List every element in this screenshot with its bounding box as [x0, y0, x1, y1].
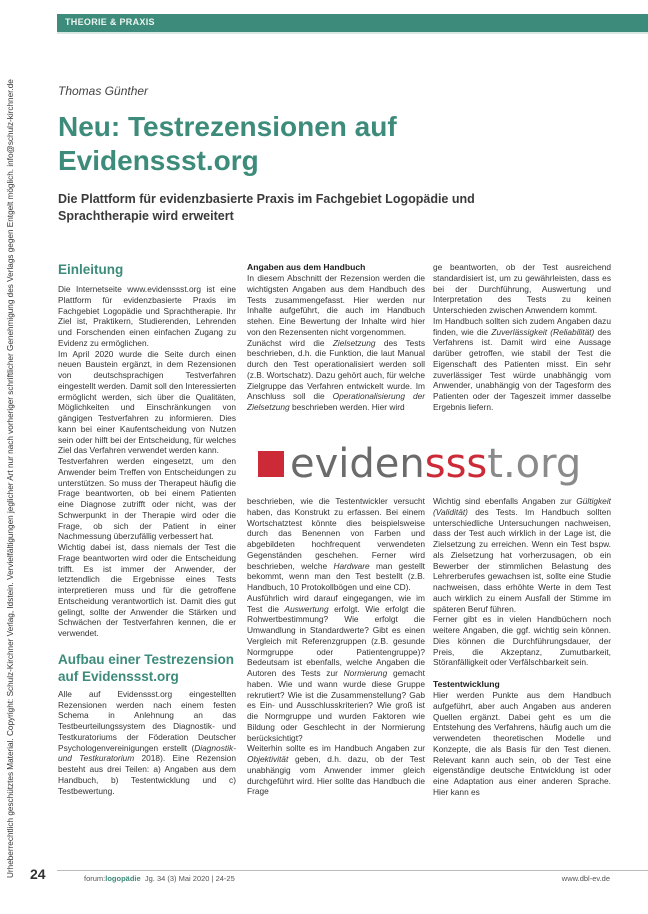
header-divider	[57, 32, 648, 34]
article-title: Neu: Testrezensionen auf Evidenssst.org	[58, 111, 397, 176]
paragraph: Wichtig sind ebenfalls Angaben zur Gültigkeit (Validität) des Tests. Im Handbuch sollten unterschiedliche Untersuchungen nachweisen, dass der Test auch wirklich in der Lage ist, die Zielsetzung zu erreichen. Wenn ein Test bspw. als Zielsetzung hat vorherzusagen, ob ein Bewerber der stimmlichen Belastung des Lehrerberufes gewachsen ist, sollte eine Studie nachweisen, dass erhöhte Werte in dem Test auch wirklich zu einem Ausfall der Stimme im späteren Beruf führen.	[433, 496, 611, 614]
footer-divider	[57, 870, 648, 871]
journal-reference: forum:logopädie Jg. 34 (3) Mai 2020 | 24-25	[84, 874, 235, 883]
article-subtitle: Die Plattform für evidenzbasierte Praxis im Fachgebiet Logopädie und Sprachtherapie wird erweitert	[58, 192, 475, 223]
heading-angaben: Angaben aus dem Handbuch	[247, 262, 366, 272]
paragraph: Alle auf Evidenssst.org eingestellten Rezensionen werden nach einem festen Schema in Anlehnung an das Testbeurteilungssystem des Diagnostik- und Testkuratoriums der Föderation Deutscher Psychologenvereinigungen erstellt (Diagnostik- und Testkuratorium 2018). Eine Rezension besteht aus drei Teilen: a) Angaben aus dem Handbuch, b) Testentwicklung und c) Testbewertung.	[58, 688, 236, 796]
heading-einleitung: Einleitung	[58, 262, 124, 277]
page-number: 24	[30, 866, 46, 882]
section-header	[57, 14, 648, 32]
paragraph: beschrieben, wie die Testentwickler versucht haben, das Konstrukt zu erfassen. Bei einem Wortschatztest könnte dies beispielsweise durch das Benennen von Farben und abgebildeten hochfrequent verwendeten Gegenständen geschehen. Ferner wird beschrieben, welche Hardware man gestellt bekommt, wenn man den Test bestellt (z.B. Handbuch, 10 Protokollbögen und eine CD).	[247, 496, 425, 592]
column-3-top	[433, 262, 611, 413]
column-1	[58, 261, 236, 796]
copyright-notice: Urheberrechtlich geschütztes Material. Copyright: Schulz-Kirchner Verlag, Idstein. Vervielfältigungen jeglicher Art nur nach vorheriger schriftlicher Genehmigung des Verlags gegen Entgelt möglich. info@schulz-kirchner.de	[6, 79, 15, 878]
paragraph: Hier werden Punkte aus dem Handbuch aufgeführt, aber auch Angaben aus anderen Quellen ergänzt. Dabei geht es um die Entstehung des Verfahrens, häufig auch um die verwendeten theoretischen Modelle und Konzepte, die als Basis für den Test dienen. Relevant kann auch sein, ob der Test eine eigenständige deutsche Entwicklung ist oder eine Adaptation aus einer anderen Sprache. Hier kann es	[433, 690, 611, 797]
paragraph: ge beantworten, ob der Test ausreichend standardisiert ist, um zu gewährleisten, dass es bei der Durchführung, Auswertung und Interpretation des Tests zu keinen Unterschieden zwischen Anwendern kommt.	[433, 262, 611, 315]
paragraph: Die Internetseite www.evidenssst.org ist eine Plattform für evidenzbasierte Praxis im Fachgebiet Logopädie und Sprachtherapie. Ihr Ziel ist, Praktikern, Studierenden, Lehrenden und Forschenden einen einfachen Zugang zu Evidenz zu ermöglichen.	[58, 284, 236, 348]
paragraph: Im Handbuch sollten sich zudem Angaben dazu finden, wie die Zuverlässigkeit (Reliabilität) des Verfahrens ist. Damit wird eine Aussage darüber getroffen, wie stabil der Test die Eigenschaft des Patienten misst. Ein sehr zuverlässiger Test würde unabhängig vom Anwender, unabhängig von der Tagesform des Patienten oder der Tageszeit immer dasselbe Ergebnis liefern.	[433, 315, 611, 412]
author-name: Thomas Günther	[58, 84, 149, 98]
logo-square-icon	[258, 451, 284, 477]
section-label: THEORIE & PRAXIS	[65, 17, 155, 27]
paragraph: Testverfahren werden eingesetzt, um den Anwender beim Treffen von Entscheidungen zu unterstützen. So muss der Therapeut häufig die Frage beantworten, ob bei einem Patienten eine Diagnose zutrifft oder nicht, was der Schwerpunkt in der Therapie wird oder die Frage, ob sich der Patient in einer Nachmessung überzufällig verbessert hat.	[58, 456, 236, 542]
footer-url: www.dbl-ev.de	[561, 874, 610, 883]
heading-aufbau: Aufbau einer Testrezension auf Evidenssst.org	[58, 651, 235, 684]
paragraph: Zunächst wird die Zielsetzung des Tests beschrieben, d.h. die Funktion, die laut Manual durch den Test operationalisiert werden soll (z.B. Wortschatz). Dazu gehört auch, für welche Zielgruppe das Verfahren entwickelt wurde. Im Anschluss soll die Operationalisierung der Zielsetzung beschrieben werden. Hier wird	[247, 337, 425, 412]
evidenssst-logo	[258, 443, 618, 488]
paragraph: In diesem Abschnitt der Rezension werden die wichtigsten Angaben aus dem Handbuch des Tests zusammengefasst. Hier werden nur Inhalte aufgeführt, die auch im Handbuch stehen. Eine Bewertung der Inhalte wird hier von den Rezensenten nicht vorgenommen.	[247, 273, 425, 337]
paragraph: Ausführlich wird darauf eingegangen, wie im Test die Auswertung erfolgt. Wie erfolgt die Rohwertbestimmung? Wie erfolgt die Umwandlung in Standardwerte? Gibt es einen Vergleich mit Referenzgruppen (z.B. gesunde Normgruppe oder Patientengruppe)? Bedeutsam ist ebenfalls, welche Angaben die Autoren des Tests zur Normierung gemacht haben. Wie und wann wurde diese Gruppe rekrutiert? Wie ist die Zusammenstellung? Gab es Ein- und Ausschlusskriterien? Wie groß ist die Normgruppe und wurden Faktoren wie Bildung oder Geschlecht in der Normierung berücksichtigt?	[247, 592, 425, 743]
paragraph: Weiterhin sollte es im Handbuch Angaben zur Objektivität geben, d.h. dazu, ob der Test unabhängig vom Anwender immer gleich durchgeführt wird. Hier sollte das Handbuch die Frage	[247, 743, 425, 797]
logo-wordmark: evidenssst.org	[290, 441, 582, 487]
paragraph: Wichtig dabei ist, dass niemals der Test die Frage beantworten wird oder die Entscheidung trifft. Es ist immer der Anwender, der letztendlich die Ergebnisse eines Tests interpretieren muss und für die getroffene Entscheidung verantwortlich ist. Damit dies gut gelingt, sollte der Anwender die Stärken und Schwächen der Testverfahren kennen, die er verwendet.	[58, 542, 236, 638]
heading-testentwicklung: Testentwicklung	[433, 679, 500, 689]
column-3-bottom	[433, 496, 611, 798]
paragraph: Im April 2020 wurde die Seite durch einen neuen Baustein ergänzt, in dem Rezensionen von deutschsprachigen Testverfahren eingestellt werden. Damit soll den Interessierten ermöglicht werden, sich über die Qualitäten, Möglichkeiten und Einschränkungen von gängigen Testverfahren zu informieren. Dies kann bei einer Kaufentscheidung von Nutzen sein oder hilft bei der Entscheidung, für welches Ziel das Verfahren verwendet werden kann.	[58, 348, 236, 456]
column-2-bottom	[247, 496, 425, 797]
paragraph: Ferner gibt es in vielen Handbüchern noch weitere Angaben, die ggf. wichtig sein können. Dies können die Durchführungsdauer, der Preis, die Akzeptanz, Zumutbarkeit, Störanfälligkeit oder Verfälschbarkeit sein.	[433, 614, 611, 668]
column-2-top	[247, 262, 425, 413]
